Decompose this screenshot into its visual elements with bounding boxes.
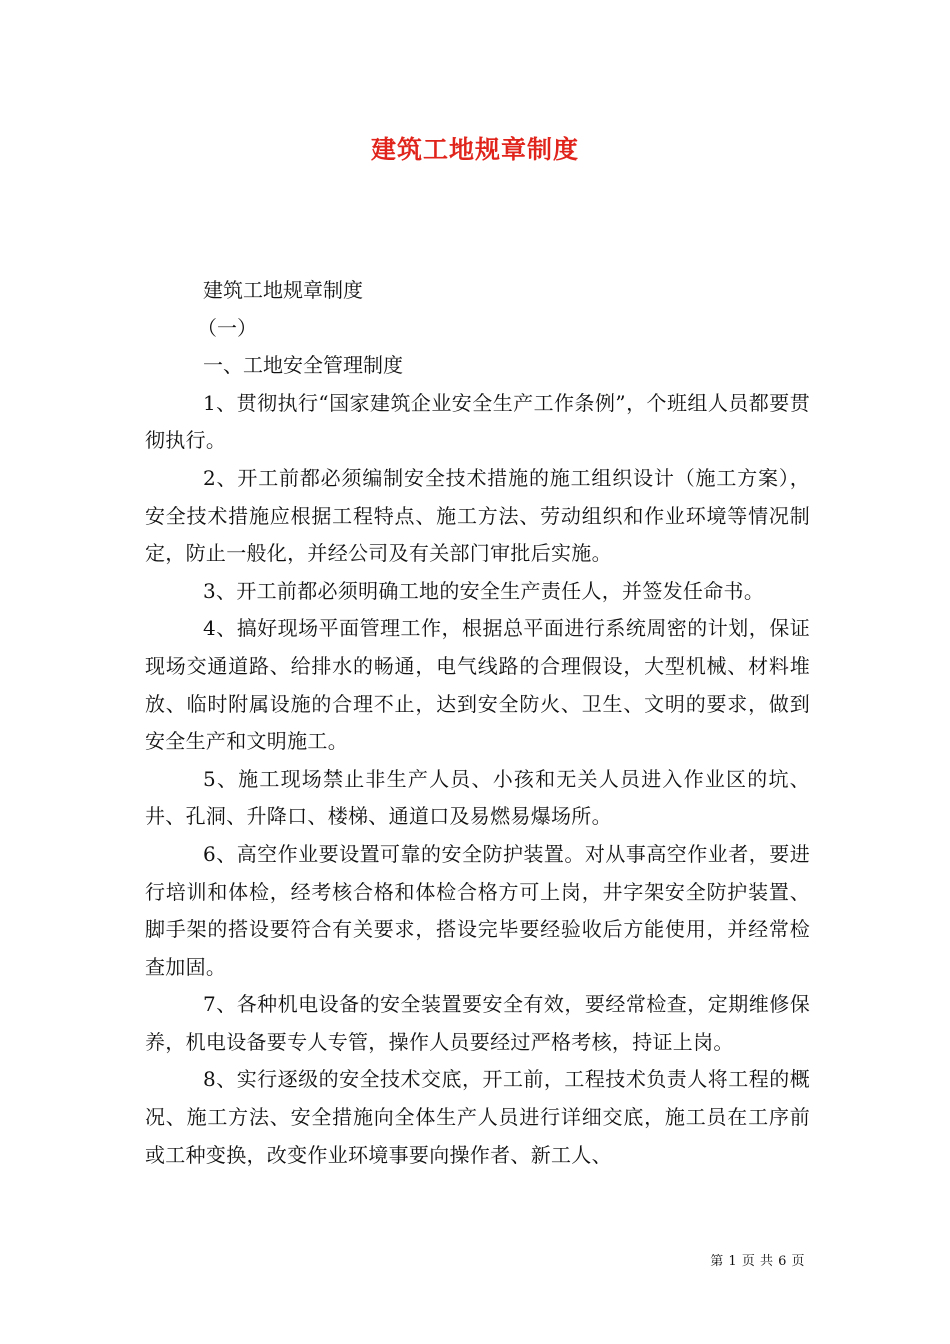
paragraph-2: 2、开工前都必须编制安全技术措施的施工组织设计（施工方案），安全技术措施应根据工程特点、施工方法、劳动组织和作业环境等情况制定，防止一般化，并经公司及有关部门审批后实施。 xyxy=(145,465,810,566)
document-title: 建筑工地规章制度 xyxy=(370,135,579,164)
paragraph-5: 5、施工现场禁止非生产人员、小孩和无关人员进入作业区的坑、井、孔洞、升降口、楼梯、通道口及易燃易爆场所。 xyxy=(145,766,810,829)
document-body xyxy=(145,272,810,1174)
page-number-footer: 第 1 页 共 6 页 xyxy=(710,1254,805,1269)
paragraph-7: 7、各种机电设备的安全装置要安全有效，要经常检查，定期维修保养，机电设备要专人专管，操作人员要经过严格考核，持证上岗。 xyxy=(145,992,810,1054)
section-number: （一） xyxy=(197,315,257,340)
paragraph-4: 4、搞好现场平面管理工作，根据总平面进行系统周密的计划，保证现场交通道路、给排水的畅通，电气线路的合理假设，大型机械、材料堆放、临时附属设施的合理不止，达到安全防火、卫生、文明的要求，做到安全生产和文明施工。 xyxy=(145,616,810,754)
document-subtitle: 建筑工地规章制度 xyxy=(203,278,363,302)
paragraph-1: 1、贯彻执行“国家建筑企业安全生产工作条例”，个班组人员都要贯彻执行。 xyxy=(145,390,810,453)
section-heading: 一、工地安全管理制度 xyxy=(203,353,403,378)
paragraph-8: 8、实行逐级的安全技术交底，开工前，工程技术负责人将工程的概况、施工方法、安全措施向全体生产人员进行详细交底，施工员在工序前或工种变换，改变作业环境事要向操作者、新工人、 xyxy=(145,1067,810,1167)
paragraph-3: 3、开工前都必须明确工地的安全生产责任人，并签发任命书。 xyxy=(203,578,765,603)
paragraph-6: 6、高空作业要设置可靠的安全防护装置。对从事高空作业者，要进行培训和体检，经考核合格和体检合格方可上岗，井字架安全防护装置、脚手架的搭设要符合有关要求，搭设完毕要经验收后方能使用，并经常检查加固。 xyxy=(145,841,810,979)
